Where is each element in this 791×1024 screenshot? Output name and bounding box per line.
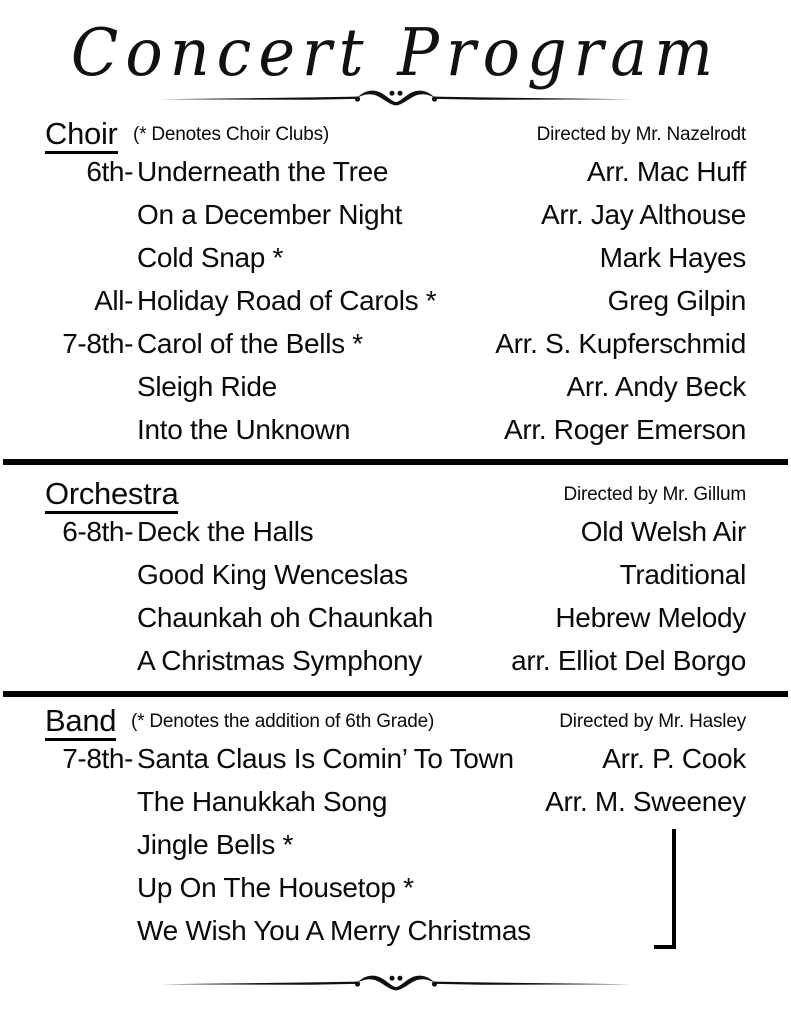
row-song: On a December Night bbox=[137, 199, 403, 230]
row-grade: 7-8th- bbox=[62, 743, 133, 774]
section-director-choir: Directed by Mr. Nazelrodt bbox=[536, 124, 746, 145]
row-composer: Arr. Andy Beck bbox=[566, 371, 746, 402]
row-song: Deck the Halls bbox=[137, 516, 314, 547]
table-row bbox=[0, 410, 791, 453]
row-composer: arr. Elliot Del Borgo bbox=[511, 645, 746, 676]
section-header-choir bbox=[0, 118, 791, 152]
table-row bbox=[0, 555, 791, 598]
section-title-band: Band bbox=[45, 705, 116, 741]
table-row bbox=[0, 281, 791, 324]
section-divider-rule bbox=[3, 691, 788, 697]
program-rows-choir bbox=[0, 152, 791, 453]
section-header-orchestra bbox=[0, 478, 791, 512]
table-row bbox=[0, 238, 791, 281]
row-song: Santa Claus Is Comin’ To Town bbox=[137, 743, 514, 774]
section-title-orchestra: Orchestra bbox=[45, 478, 178, 514]
table-row bbox=[0, 782, 791, 825]
row-song: Up On The Housetop * bbox=[137, 872, 414, 903]
row-composer: Arr. M. Sweeney bbox=[545, 786, 746, 817]
page-title: Concert Program bbox=[70, 13, 721, 92]
row-grade: 6th- bbox=[86, 156, 133, 187]
row-grade: 6-8th- bbox=[62, 516, 133, 547]
program-rows-orchestra bbox=[0, 512, 791, 684]
row-song: Into the Unknown bbox=[137, 414, 351, 445]
row-song: Holiday Road of Carols * bbox=[137, 285, 437, 316]
row-composer: Arr. S. Kupferschmid bbox=[495, 328, 746, 359]
row-composer: Traditional bbox=[619, 559, 746, 590]
row-song: Chaunkah oh Chaunkah bbox=[137, 602, 434, 633]
table-row bbox=[0, 195, 791, 238]
row-grade: 7-8th- bbox=[62, 328, 133, 359]
row-composer: Arr. Roger Emerson bbox=[503, 414, 746, 445]
title-block bbox=[0, 13, 791, 111]
section-director-orchestra: Directed by Mr. Gillum bbox=[563, 484, 746, 505]
swash-divider-ornament-bottom bbox=[0, 968, 791, 996]
swash-divider-ornament-top bbox=[161, 85, 631, 111]
ornament-graphic bbox=[161, 970, 631, 996]
row-composer: Arr. Jay Althouse bbox=[540, 199, 746, 230]
section-note-band: (* Denotes the addition of 6th Grade) bbox=[131, 711, 435, 732]
row-song: The Hanukkah Song bbox=[137, 786, 388, 817]
table-row bbox=[0, 512, 791, 555]
section-orchestra bbox=[0, 478, 791, 684]
row-song: Good King Wenceslas bbox=[137, 559, 408, 590]
row-song: Cold Snap * bbox=[137, 242, 284, 273]
section-director-band: Directed by Mr. Hasley bbox=[559, 711, 746, 732]
section-header-band bbox=[0, 705, 791, 739]
row-song: Underneath the Tree bbox=[137, 156, 389, 187]
row-song: A Christmas Symphony bbox=[137, 645, 422, 676]
row-composer: Arr. Mac Huff bbox=[587, 156, 746, 187]
section-title-choir: Choir bbox=[45, 118, 118, 154]
row-song: Sleigh Ride bbox=[137, 371, 277, 402]
section-note-choir: (* Denotes Choir Clubs) bbox=[133, 124, 330, 145]
section-choir bbox=[0, 118, 791, 453]
table-row bbox=[0, 598, 791, 641]
row-song: Jingle Bells * bbox=[137, 829, 294, 860]
table-row bbox=[0, 367, 791, 410]
row-composer: Hebrew Melody bbox=[555, 602, 746, 633]
row-song: Carol of the Bells * bbox=[137, 328, 363, 359]
row-song: We Wish You A Merry Christmas bbox=[137, 915, 531, 946]
section-divider-rule bbox=[3, 459, 788, 465]
row-composer: Mark Hayes bbox=[599, 242, 746, 273]
table-row bbox=[0, 739, 791, 782]
band-grouping-bracket bbox=[654, 829, 676, 949]
row-composer: Greg Gilpin bbox=[607, 285, 746, 316]
row-grade: All- bbox=[94, 285, 133, 316]
row-composer: Arr. P. Cook bbox=[602, 743, 746, 774]
table-row bbox=[0, 324, 791, 367]
row-composer: Old Welsh Air bbox=[580, 516, 746, 547]
table-row bbox=[0, 152, 791, 195]
table-row bbox=[0, 641, 791, 684]
